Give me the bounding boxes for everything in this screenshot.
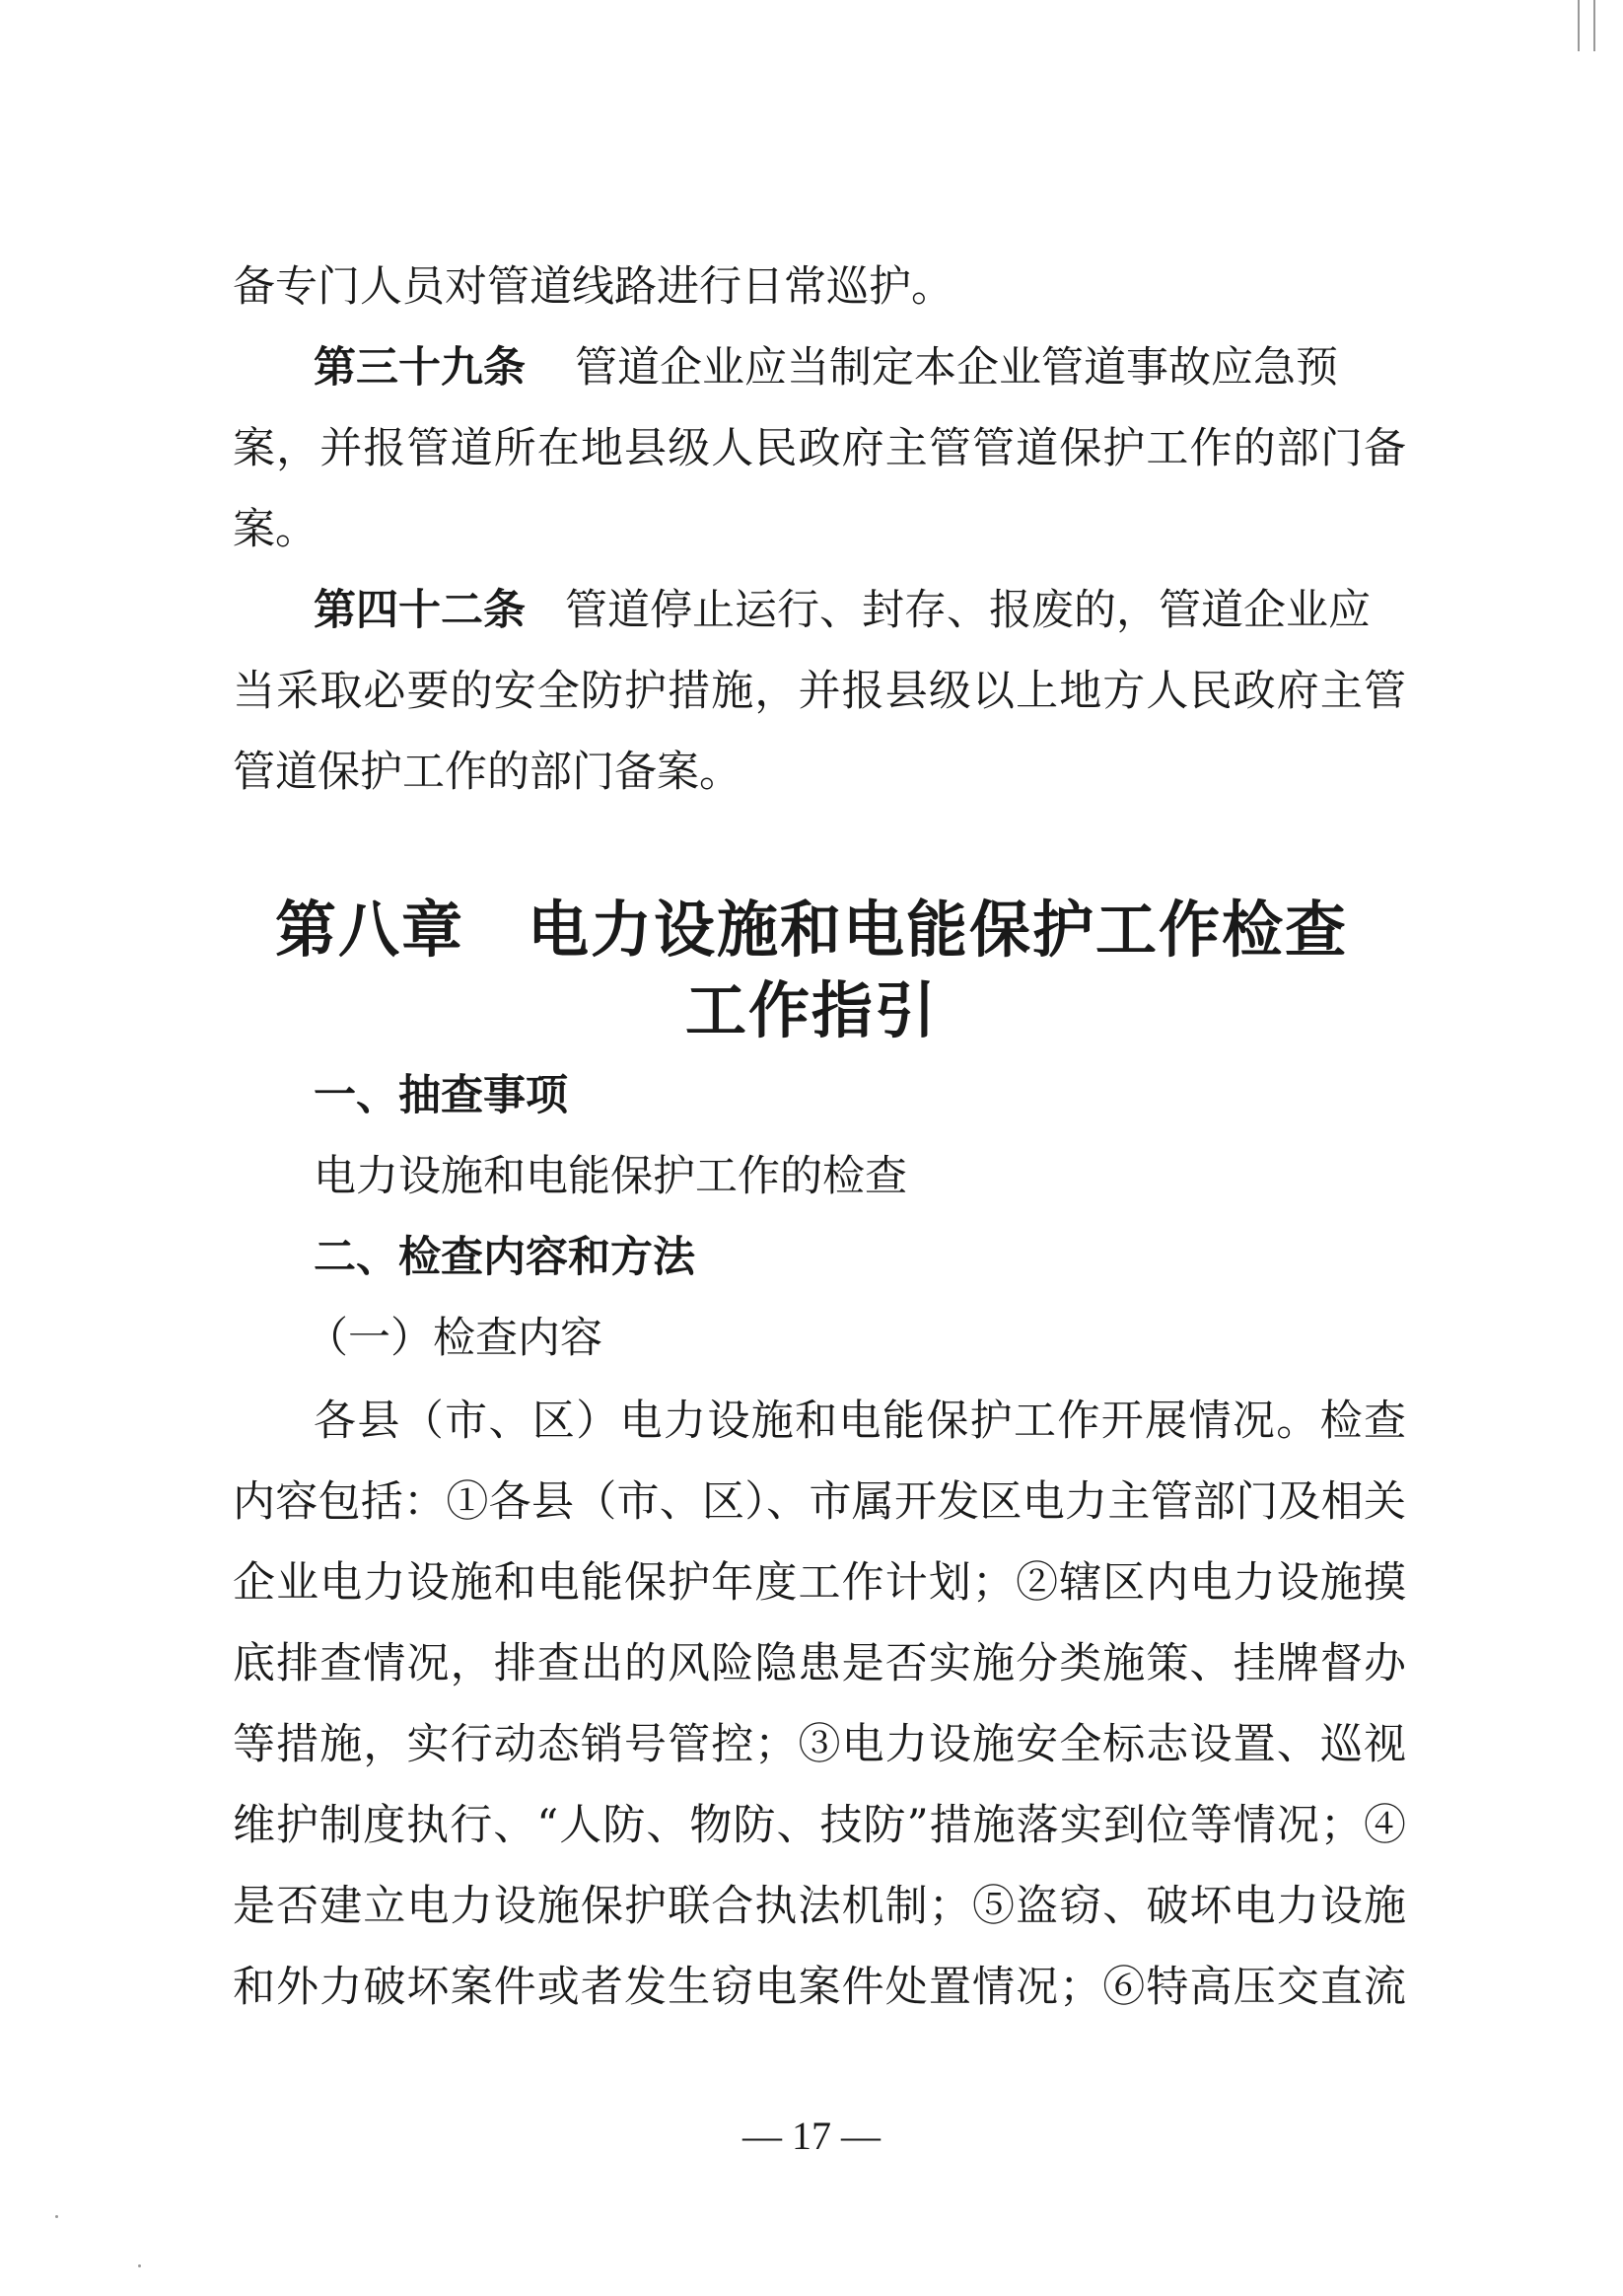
subsection-heading: （一）检查内容: [306, 1314, 602, 1363]
article-39-text: 管道企业应当制定本企业管道事故应急预: [575, 343, 1338, 393]
paragraph-line: 案。: [233, 505, 318, 554]
paragraph-line: 管道保护工作的部门备案。: [233, 748, 741, 797]
article-42-line: [314, 586, 1406, 635]
page-number: — 17 —: [742, 2114, 881, 2158]
paragraph-line: 电力设施和电能保护工作的检查: [314, 1152, 907, 1201]
article-42-text: 管道停止运行、封存、报废的，管道企业应: [565, 586, 1371, 635]
paragraph-line: 备专门人员对管道线路进行日常巡护。: [233, 262, 953, 312]
article-42-title: 第四十二条: [314, 586, 526, 635]
article-39-title: 第三十九条: [314, 343, 526, 393]
paragraph-line: 案，并报管道所在地县级人民政府主管管道保护工作的部门备: [233, 424, 1406, 473]
paragraph-line: 是否建立电力设施保护联合执法机制；⑤盗窃、破坏电力设施: [233, 1882, 1406, 1931]
section-heading: 二、检查内容和方法: [314, 1233, 695, 1282]
chapter-title-continued: 工作指引: [684, 974, 938, 1046]
section-heading: 一、抽查事项: [314, 1071, 568, 1120]
paragraph-line: 内容包括：①各县（市、区）、市属开发区电力主管部门及相关: [233, 1477, 1406, 1527]
paragraph-line: 各县（市、区）电力设施和电能保护工作开展情况。检查: [314, 1397, 1406, 1446]
paragraph-line: 和外力破坏案件或者发生窃电案件处置情况；⑥特高压交直流: [233, 1963, 1406, 2012]
paragraph-line: 企业电力设施和电能保护年度工作计划；②辖区内电力设施摸: [233, 1558, 1406, 1608]
paragraph-line: 维护制度执行、“人防、物防、技防”措施落实到位等情况；④: [233, 1801, 1406, 1850]
scan-speck: [138, 2264, 141, 2267]
article-39-line: [314, 343, 1406, 393]
chapter-title: 第八章 电力设施和电能保护工作检查: [274, 894, 1348, 966]
scan-edge-mark: [1578, 0, 1595, 51]
scan-speck: [55, 2215, 58, 2218]
paragraph-line: 等措施，实行动态销号管控；③电力设施安全标志设置、巡视: [233, 1720, 1406, 1769]
paragraph-line: 当采取必要的安全防护措施，并报县级以上地方人民政府主管: [233, 667, 1406, 716]
paragraph-line: 底排查情况，排查出的风险隐患是否实施分类施策、挂牌督办: [233, 1639, 1406, 1688]
